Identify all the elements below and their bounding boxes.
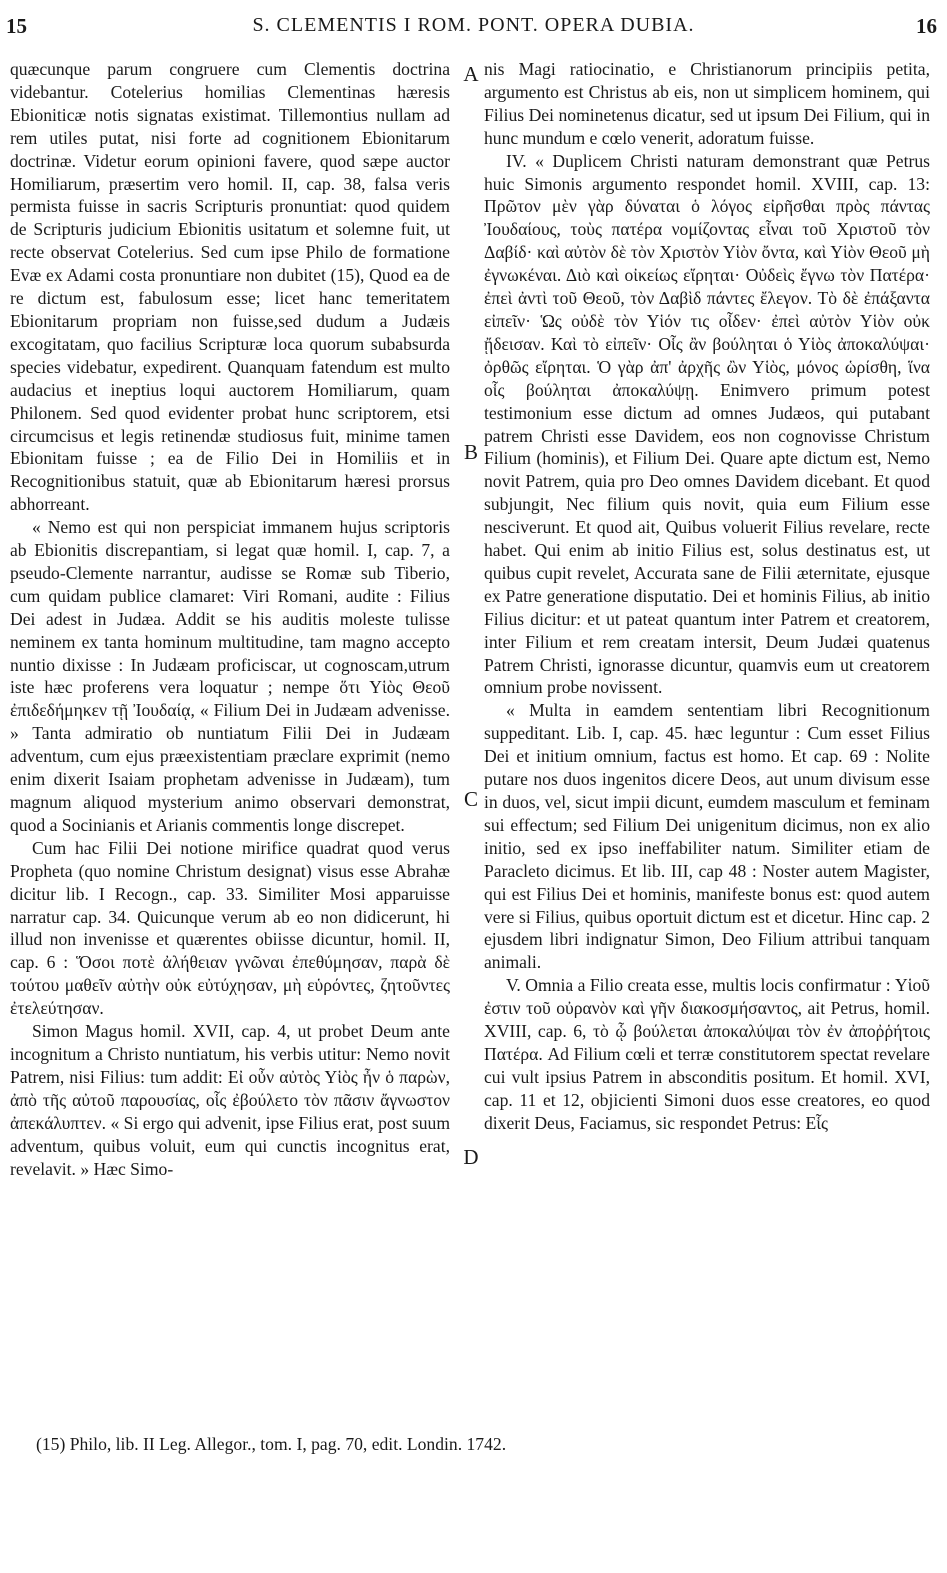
page-number-left: 15 [6, 14, 27, 38]
left-column [10, 58, 450, 1180]
left-paragraph-2: « Nemo est qui non perspiciat immanem hujus scriptoris ab Ebionitis discrepantiam, si legat quæ homil. I, cap. 7, a pseudo-Clemente narrantur, audisse se Romæ sub Tiberio, cum quidam publice clamaret: Viri Romani, audite : Filius Dei adest in Judæa. Addit se his auditis moleste tulisse neminem ex tanta hominum multitudine, tam magno accepto nuntio dixisse : In Judæam proficiscar, ut cognoscam,utrum iste hæc proferens vera loquatur ; nempe ὅτι Υἱὸς Θεοῦ ἐπιδεδήμηκεν τῇ Ἰουδαίᾳ, « Filium Dei in Judæam advenisse. » Tanta admiratio ob nuntiatum Filii Dei in Judæam adventum, cum ejus præexistentiam præclare exprimit (nemo enim dixerit Isaiam prophetam advenisse in Judæam), tum magnum aliquod mysterium animo observari demonstrat, quod a Socinianis et Arianis commentis longe discrepet. [10, 517, 450, 835]
margin-marker-b: B [463, 440, 478, 464]
right-paragraph-1: nis Magi ratiocinatio, e Christianorum principiis petita, argumento est Christus ab eis, non ut simplicem hominem, qui Filius Dei nominetenus dicatur, sed ut ipsum Dei Filium, qui in hunc mundum e cœlo venerit, adoratum fuisse. [484, 59, 930, 148]
margin-marker-c: C [463, 787, 478, 811]
margin-marker-d: D [463, 1145, 479, 1169]
right-column [484, 58, 930, 1135]
right-paragraph-3: « Multa in eamdem sententiam libri Recognitionum suppeditant. Lib. I, cap. 45. hæc leguntur : Cum esset Filius Dei et initium omnium, factus est homo. Et cap. 69 : Nolite putare nos duos ingenitos dicere Deos, aut unum divisum esse in duos, vel, sicut impii dicunt, eumdem masculum et feminam sui effectum; sed Filium Dei unigenitum dicimus, non ex alio initio, sed ex ipso ineffabiliter natum. Similiter etiam de Paracleto dicimus. Et lib. III, cap 48 : Noster autem Magister, qui est Filius Dei et hominis, manifeste bonus est: quod autem vere si Filius, quibus oportuit dictum est et dicetur. Hinc cap. 2 ejusdem libri indignatur Simon, Deo Filium attribui tanquam animali. [484, 700, 930, 973]
left-paragraph-4: Simon Magus homil. XVII, cap. 4, ut probet Deum ante incognitum a Christo nuntiatum, his verbis utitur: Nemo novit Patrem, nisi Filius: tum addit: Εἰ οὖν αὐτὸς Υἱὸς ἦν ὁ παρὼν, ἀπὸ τῆς αὐτοῦ παρουσίας, οἷς ἐβούλετο τὸν πᾶσιν ἄγνωστον ἀπεκάλυπτεν. « Si ergo qui advenit, ipse Filius erat, post suum adventum, quibus voluit, eum qui cunctis incognitus erat, revelavit. » Hæc Simo- [10, 1021, 450, 1179]
page-header [0, 14, 947, 44]
right-paragraph-2: IV. « Duplicem Christi naturam demonstrant quæ Petrus huic Simonis argumento respondet homil. XVIII, cap. 13: Πρῶτον μὲν γὰρ δύναται ὁ λόγος εἰρῆσθαι πρὸς πάντας Ἰουδαίους, τοὺς πατέρα νομίζοντας εἶναι τοῦ Χριστοῦ τὸν Δαβίδ· καὶ αὐτὸν δὲ τὸν Χριστὸν Υἱὸν ὄντα, καὶ Υἱὸν Θεοῦ μὴ ἐγνωκέναι. Διὸ καὶ οἰκείως εἴρηται· Οὐδεὶς ἔγνω τὸν Πατέρα· ἐπεὶ ἀντὶ τοῦ Θεοῦ, τὸν Δαβὶδ πάντες ἔλεγον. Τὸ δὲ ἐπάξαντα εἰπεῖν· Ὡς οὐδὲ τὸν Υἱόν τις οἶδεν· ἐπεὶ αὐτὸν Υἱὸν οὐκ ᾔδεισαν. Καὶ τὸ εἰπεῖν· Οἷς ἂν βούληται ὁ Υἱὸς ἀποκαλύψαι· ὀρθῶς εἴρηται. Ὁ γὰρ ἀπ' ἀρχῆς ὢν Υἱὸς, μόνος ὡρίσθη, ἵνα οἷς βούληται ἀποκαλύψῃ. Enimvero primum potest testimonium esse dictum ad omnes Judæos, qui putabant patrem Christi esse Davidem, eos non cognovisse Christum Filium (hominis), et Filium Dei. Quare apte dictum est, Nemo novit Patrem, quia pro Deo omnes Davidem dicebant. Et quod subjungit, Nec filium quis novit, quia eum Filium esse nesciverunt. Et quod ait, Quibus voluerit Filius revelare, recte habet. Qui enim ab initio Filius est, solus destinatus est, ut quibus cupit revelet, Accurata sane de Filii æternitate, ejusque ex Patre generatione disputatio. Dei et hominis Filius, ab initio Filius dicitur: et ut pateat quantum inter Patrem et creatorem, inter Filium et rem creatam intersit, Deum Judæi quatenus Patrem Christi, ignorasse dicuntur, quamvis eum ut creatorem omnium probe novissent. [484, 150, 930, 698]
left-paragraph-1: quæcunque parum congruere cum Clementis doctrina videbantur. Cotelerius homilias Clementinas hæresis Ebioniticæ notis signatas existimat. Tillemontius nullam ad rem utiles putat, nisi forte ad cognitionem Ebionitarum doctrinæ. Videtur eorum opinioni favere, quod sæpe auctor Homiliarum, præsertim vero homil. II, cap. 38, falsa veris permista fuisse in sacris Scripturis pronuntiat: quod quidem de Scripturis judicium Ebionitis usitatum et solemne fuit, ut recte observat Cotelerius. Sed cum ipse Philo de formatione Evæ ex Adami costa pronuntiare non dubitet (15), Quod ea de re dictum est, fabulosum esse; licet hanc temeritatem Ebionitarum propriam non fuisse,sed dudum a Judæis excogitatam, quo facilius Scripturæ loca quorum subabsurda species videbatur, expedirent. Quanquam fatendum est multo audacius et ineptius loqui auctorem Homiliarum, quam Philonem. Sed quod evidenter probat hunc scriptorem, etsi circumcisus et legis retinendæ studiosus fuit, minime tamen Ebionitam fuisse ; ea de Filio Dei in Homiliis et in Recognitionibus statuit, quæ ab Ebionitarum hæresi prorsus abhorreant. [10, 59, 450, 515]
running-title: S. CLEMENTIS I ROM. PONT. OPERA DUBIA. [252, 14, 695, 36]
margin-marker-a: A [463, 62, 479, 86]
right-paragraph-4: V. Omnia a Filio creata esse, multis locis confirmatur : Υἱοῦ ἐστιν τοῦ οὐρανὸν καὶ γῆν διακοσμήσαντος, ait Petrus, homil. XVIII, cap. 6, τὸ ᾧ βούλεται ἀποκαλύψαι τὸν ἐν ἀποῤῥήτοις Πατέρα. Ad Filium cœli et terræ constitutorem spectat revelare cui vult ipsius Patrem in absconditis positum. Et homil. XVI, cap. 11 et 12, objicienti Simoni duos esse creatores, eo quod dixerit Deus, Faciamus, sic respondet Petrus: Εἷς [484, 975, 930, 1133]
left-paragraph-3: Cum hac Filii Dei notione mirifice quadrat quod verus Propheta (quo nomine Christum designat) visus esse Abrahæ dicitur lib. I Recogn., cap. 33. Similiter Mosi apparuisse narratur cap. 34. Quicunque verum ab eo non didicerunt, hi illud non invenisse et quærentes obiisse dicuntur, homil. II, cap. 6 : Ὅσοι ποτὲ ἀλήθειαν γνῶναι ἐπεθύμησαν, παρὰ δὲ τούτου μαθεῖν αὐτὴν οὐκ εὐτύχησαν, μὴ εὑρόντες, ζητοῦντες ἐτελεύτησαν. [10, 837, 450, 1019]
footnote: (15) Philo, lib. II Leg. Allegor., tom. I, pag. 70, edit. Londin. 1742. [36, 1434, 507, 1454]
page-number-right: 16 [916, 14, 937, 38]
